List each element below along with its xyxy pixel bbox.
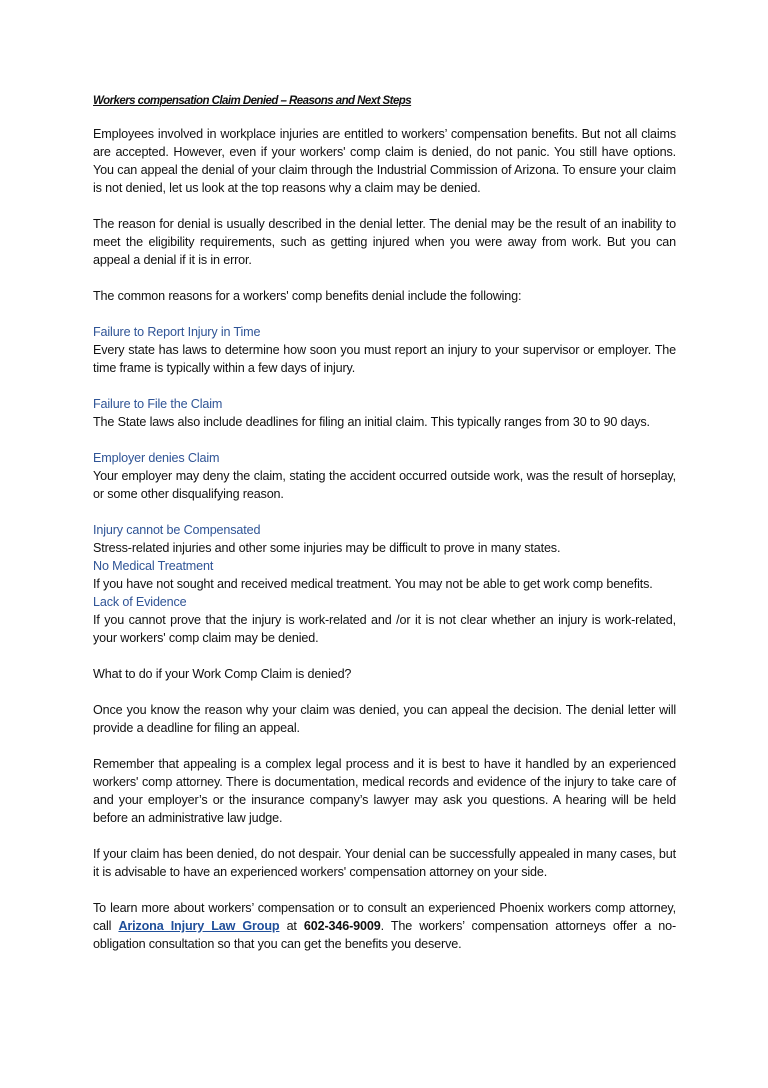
reason-section-no-medical-treatment bbox=[93, 557, 676, 593]
reason-section-employer-denies bbox=[93, 449, 676, 503]
despair-paragraph: If your claim has been denied, do not despair. Your denial can be successfully appealed in many cases, but it is advisable to have an experienced workers' compensation attorney on your side. bbox=[93, 847, 676, 879]
common-reasons-intro: The common reasons for a workers' comp benefits denial include the following: bbox=[93, 289, 522, 303]
reason-heading: Lack of Evidence bbox=[93, 595, 187, 609]
reason-body: Your employer may deny the claim, stating the accident occurred outside work, was the result of horseplay, or some other disqualifying reason. bbox=[93, 469, 676, 501]
reason-heading: No Medical Treatment bbox=[93, 559, 214, 573]
reason-section-not-compensated bbox=[93, 521, 676, 557]
reason-body: Stress-related injuries and other some injuries may be difficult to prove in many states. bbox=[93, 541, 561, 555]
reason-section-file-claim bbox=[93, 395, 676, 431]
closing-paragraph bbox=[93, 899, 676, 953]
document-page bbox=[93, 92, 676, 953]
denial-reason-paragraph: The reason for denial is usually described in the denial letter. The denial may be the result of an inability to meet the eligibility requirements, such as getting injured when you were away from work. But you can appeal a denial if it is in error. bbox=[93, 217, 676, 267]
reason-body: If you cannot prove that the injury is work-related and /or it is not clear whether an injury is work-related, your workers' comp claim may be denied. bbox=[93, 613, 676, 645]
reason-heading: Employer denies Claim bbox=[93, 451, 220, 465]
phone-number: 602-346-9009 bbox=[303, 919, 381, 933]
reason-heading: Failure to File the Claim bbox=[93, 397, 223, 411]
closing-text-end: . The workers’ compensation attorneys offer a no-obligation consultation so that you can get the benefits you deserve. bbox=[93, 919, 676, 951]
remember-paragraph: Remember that appealing is a complex legal process and it is best to have it handled by an experienced workers' comp attorney. There is documentation, medical records and evidence of the injury to take care of and your employer’s or the insurance company’s lawyer may ask you questions. A hearing will be held before an administrative law judge. bbox=[93, 757, 676, 825]
arizona-injury-law-group-link[interactable]: Arizona Injury Law Group bbox=[118, 919, 280, 933]
intro-paragraph: Employees involved in workplace injuries are entitled to workers’ compensation benefits. But not all claims are accepted. However, even if your workers' comp claim is denied, do not panic. You still have options. You can appeal the denial of your claim through the Industrial Commission of Arizona. To ensure your claim is not denied, let us look at the top reasons why a claim may be denied. bbox=[93, 127, 676, 195]
reason-section-lack-of-evidence bbox=[93, 593, 676, 647]
document-title: Workers compensation Claim Denied – Reasons and Next Steps bbox=[93, 95, 412, 107]
reason-body: The State laws also include deadlines for filing an initial claim. This typically ranges from 30 to 90 days. bbox=[93, 415, 650, 429]
closing-text-start: To learn more about workers’ compensation or to consult an experienced Phoenix workers comp attorney, call bbox=[93, 901, 676, 933]
reason-heading: Failure to Report Injury in Time bbox=[93, 325, 261, 339]
closing-text-at: at bbox=[279, 919, 304, 933]
appeal-paragraph: Once you know the reason why your claim was denied, you can appeal the decision. The denial letter will provide a deadline for filing an appeal. bbox=[93, 703, 676, 735]
reason-body: Every state has laws to determine how soon you must report an injury to your supervisor or employer. The time frame is typically within a few days of injury. bbox=[93, 343, 676, 375]
reason-heading: Injury cannot be Compensated bbox=[93, 523, 261, 537]
reason-section-report-in-time bbox=[93, 323, 676, 377]
reason-body: If you have not sought and received medical treatment. You may not be able to get work comp benefits. bbox=[93, 577, 653, 591]
what-to-do-question: What to do if your Work Comp Claim is denied? bbox=[93, 667, 352, 681]
